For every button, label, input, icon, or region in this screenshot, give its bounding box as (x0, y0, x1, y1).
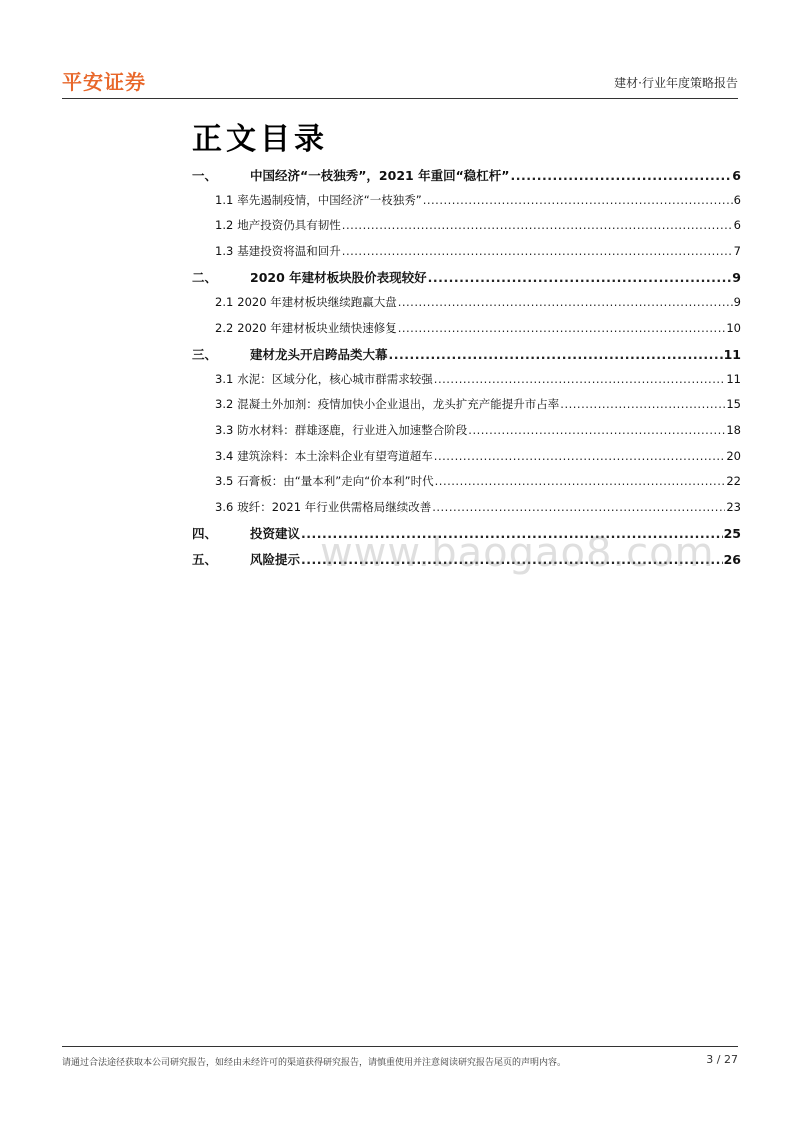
toc-entry-title: 2020 年建材板块业绩快速修复 (237, 320, 397, 335)
toc-entry-number: 二、 (192, 270, 218, 286)
page-number: 3 / 27 (706, 1053, 738, 1066)
toc-entry-title: 基建投资将温和回升 (237, 243, 341, 258)
company-logo: 平安证券 (62, 70, 146, 94)
toc-entry-page: 23 (726, 499, 741, 514)
toc-entry-page: 10 (726, 320, 741, 335)
toc-entry-page: 25 (723, 526, 741, 542)
toc-entry-page: 6 (732, 168, 741, 183)
toc-entry-page: 15 (726, 397, 741, 412)
toc-subsection-entry[interactable] (192, 243, 741, 269)
toc-entry-title: 2020 年建材板块股价表现较好 (250, 270, 427, 286)
toc-entry-title: 风险提示 (250, 551, 301, 567)
toc-entry-number: 3.6 (215, 499, 234, 514)
toc-entry-title: 防水材料：群雄逐鹿，行业进入加速整合阶段 (237, 422, 468, 437)
toc-entry-title: 水泥：区域分化，核心城市群需求较强 (237, 371, 433, 386)
toc-entry-page: 11 (723, 347, 741, 363)
toc-entry-page: 9 (733, 294, 741, 309)
toc-dot-leader (468, 423, 725, 437)
toc-entry-page: 26 (723, 551, 741, 567)
toc-entry-title: 投资建议 (250, 526, 301, 542)
toc-entry-page: 7 (733, 243, 741, 258)
toc-dot-leader (511, 168, 732, 183)
toc-section-entry[interactable] (192, 166, 741, 192)
toc-dot-leader (398, 321, 726, 335)
toc-entry-page: 22 (726, 474, 741, 489)
toc-section-entry[interactable] (192, 345, 741, 371)
toc-entry-page: 11 (726, 371, 741, 386)
toc-title: 正文目录 (192, 122, 328, 157)
header-divider (62, 98, 738, 99)
toc-entry-number: 3.3 (215, 422, 234, 437)
toc-entry-title: 石膏板：由“量本利”走向“价本利”时代 (237, 474, 434, 489)
toc-entry-number: 2.2 (215, 320, 234, 335)
footer-divider (62, 1046, 738, 1047)
toc-subsection-entry[interactable] (192, 473, 741, 499)
toc-dot-leader (560, 397, 725, 411)
toc-dot-leader (389, 347, 723, 362)
toc-entry-number: 3.1 (215, 371, 234, 386)
toc-entry-title: 率先遏制疫情，中国经济“一枝独秀” (237, 192, 422, 207)
toc-entry-page: 20 (726, 448, 741, 463)
toc-subsection-entry[interactable] (192, 192, 741, 218)
toc-entry-number: 2.1 (215, 294, 234, 309)
toc-dot-leader (434, 449, 726, 463)
toc-entry-number: 3.4 (215, 448, 234, 463)
toc-entry-page: 6 (733, 192, 741, 207)
table-of-contents (192, 166, 741, 576)
toc-dot-leader (398, 295, 733, 309)
toc-entry-number: 1.2 (215, 218, 234, 233)
toc-subsection-entry[interactable] (192, 499, 741, 525)
toc-subsection-entry[interactable] (192, 371, 741, 397)
toc-dot-leader (432, 500, 725, 514)
toc-subsection-entry[interactable] (192, 448, 741, 474)
toc-dot-leader (342, 218, 733, 232)
toc-dot-leader (435, 474, 726, 488)
toc-entry-title: 地产投资仍具有韧性 (237, 218, 341, 233)
toc-dot-leader (342, 244, 733, 258)
toc-subsection-entry[interactable] (192, 294, 741, 320)
toc-dot-leader (428, 270, 732, 285)
toc-entry-number: 一、 (192, 168, 218, 183)
report-type-label: 建材·行业年度策略报告 (614, 76, 738, 90)
toc-entry-number: 3.5 (215, 474, 234, 489)
toc-entry-number: 三、 (192, 347, 218, 363)
toc-entry-number: 1.1 (215, 192, 234, 207)
toc-entry-title: 建筑涂料：本土涂料企业有望弯道超车 (237, 448, 433, 463)
toc-entry-number: 五、 (192, 551, 218, 567)
toc-entry-number: 1.3 (215, 243, 234, 258)
toc-subsection-entry[interactable] (192, 422, 741, 448)
toc-entry-title: 中国经济“一枝独秀”，2021 年重回“稳杠杆” (250, 168, 510, 183)
toc-dot-leader (423, 193, 733, 207)
toc-subsection-entry[interactable] (192, 320, 741, 346)
toc-entry-title: 建材龙头开启跨品类大幕 (250, 347, 388, 363)
toc-subsection-entry[interactable] (192, 396, 741, 422)
toc-section-entry[interactable] (192, 268, 741, 294)
toc-entry-number: 四、 (192, 526, 218, 542)
toc-entry-title: 混凝土外加剂：疫情加快小企业退出，龙头扩充产能提升市占率 (237, 397, 560, 412)
toc-entry-page: 18 (726, 422, 741, 437)
toc-subsection-entry[interactable] (192, 217, 741, 243)
toc-entry-page: 9 (732, 270, 741, 286)
footer-disclaimer: 请通过合法途径获取本公司研究报告，如经由未经许可的渠道获得研究报告，请慎重使用并注意阅读研究报告尾页的声明内容。 (62, 1058, 567, 1068)
toc-entry-page: 6 (733, 218, 741, 233)
watermark: www.baogao8.com (320, 530, 715, 576)
toc-entry-number: 3.2 (215, 397, 234, 412)
toc-entry-title: 2020 年建材板块继续跑赢大盘 (237, 294, 397, 309)
toc-dot-leader (434, 372, 726, 386)
toc-entry-title: 玻纤：2021 年行业供需格局继续改善 (237, 499, 432, 514)
